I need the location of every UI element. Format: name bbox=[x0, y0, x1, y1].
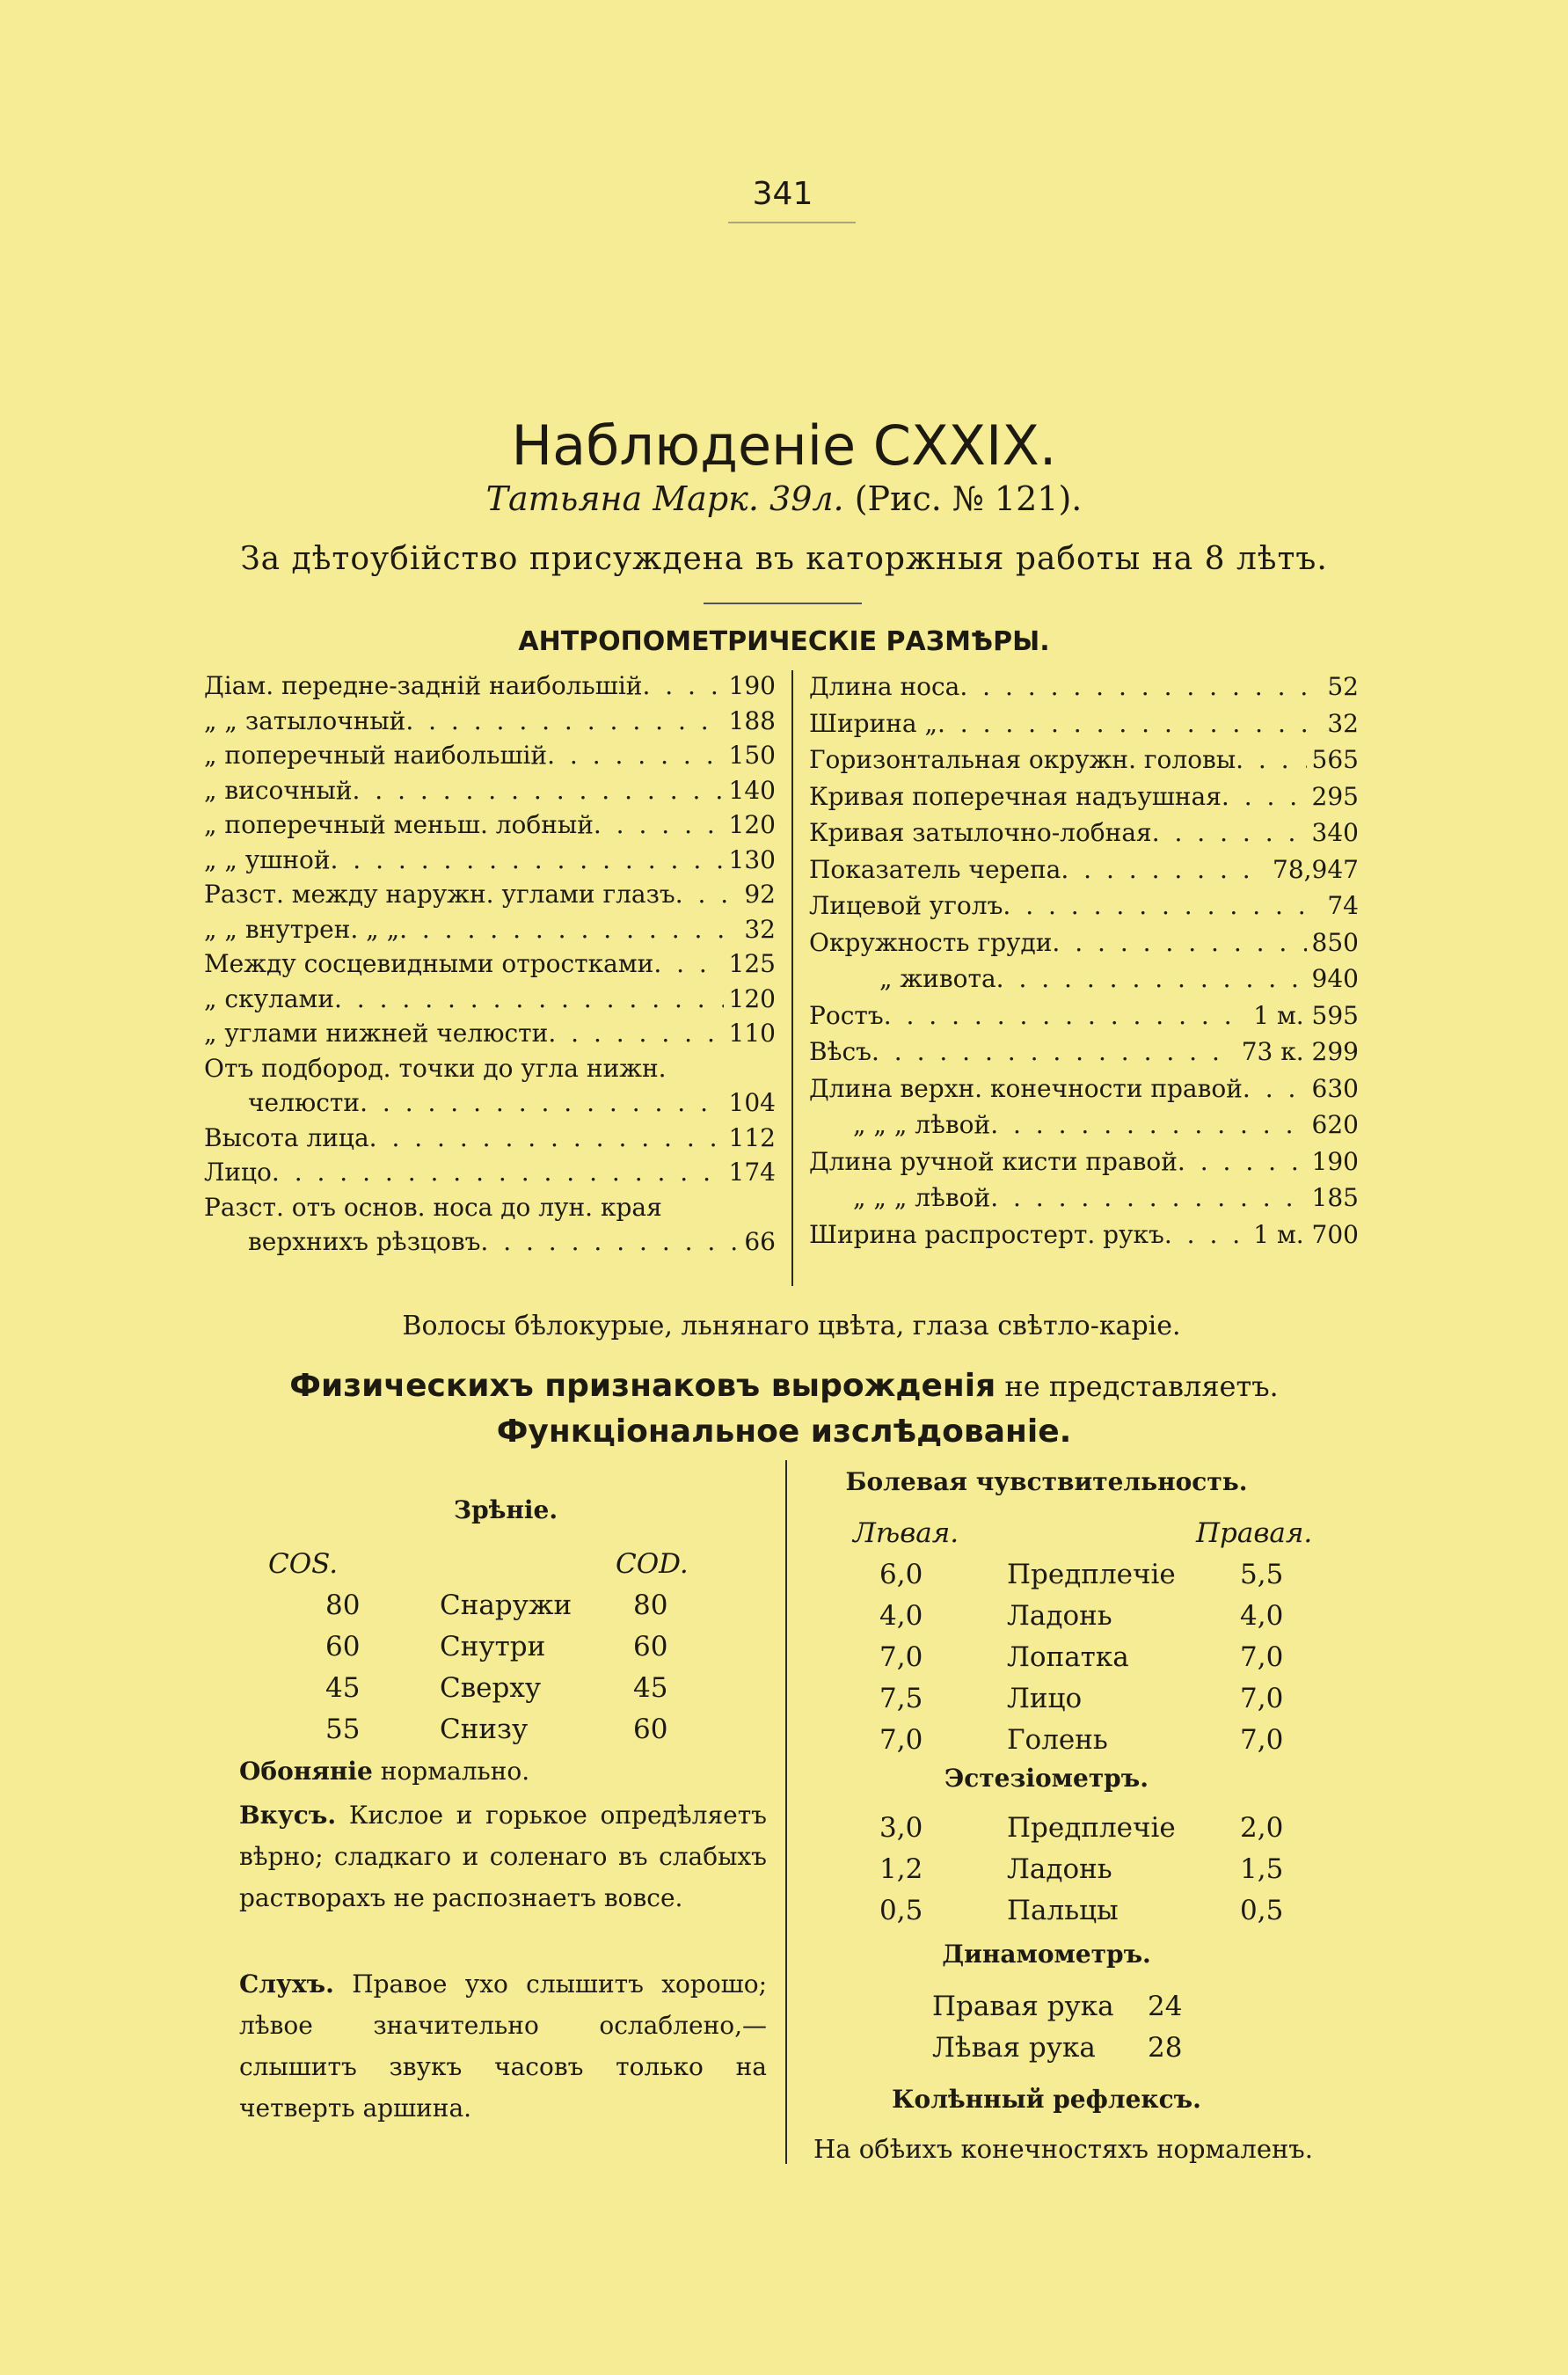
esthesiometer-title: Эстезіометръ. bbox=[944, 1764, 1149, 1793]
left-measures bbox=[204, 669, 776, 1260]
pain-title: Болевая чувствительность. bbox=[845, 1467, 1248, 1496]
measure-row: „ „ „ лѣвой . . . 620 bbox=[809, 1107, 1359, 1144]
esthesiometer-table bbox=[844, 1808, 1319, 1932]
measure-row: „ скулами . . . 120 bbox=[204, 982, 776, 1017]
vision-title: Зрѣніе. bbox=[453, 1495, 558, 1524]
right-side-label: Правая. bbox=[1196, 1517, 1313, 1549]
dynamometer-table bbox=[932, 1986, 1249, 2069]
measure-row: Ширина „ . . . 32 bbox=[809, 705, 1359, 742]
vision-row: 60 Снутри 60 bbox=[325, 1631, 668, 1662]
subject-name: Татьяна Марк. 39л. bbox=[485, 479, 844, 518]
smell-paragraph bbox=[239, 1750, 767, 1792]
measure-row: Ширина распростерт. рукъ . . . 1 м. 700 bbox=[809, 1217, 1359, 1253]
measure-row: Кривая поперечная надъушная . . . 295 bbox=[809, 778, 1359, 815]
hair-eyes-line: Волосы бѣлокурые, льнянаго цвѣта, глаза свѣтло-каріе. bbox=[402, 1311, 1181, 1341]
figure-ref: (Рис. № 121). bbox=[854, 479, 1083, 518]
smell-label: Обоняніе bbox=[239, 1757, 373, 1786]
measure-row: Длина верхн. конечности правой . . . 630 bbox=[809, 1071, 1359, 1107]
degeneration-bold: Физическихъ признаковъ вырожденія bbox=[289, 1368, 996, 1404]
pain-row: 4,0 Ладонь 4,0 bbox=[879, 1600, 1284, 1632]
esthesiometer-row: 0,5 Пальцы 0,5 bbox=[879, 1895, 1284, 1926]
page-number: 341 bbox=[752, 176, 813, 212]
measure-row: „ „ внутрен. „ „ . . . 32 bbox=[204, 912, 776, 947]
cos-label: COS. bbox=[268, 1548, 339, 1580]
taste-text: Кислое и горькое опредѣляетъ вѣрно; сладкаго и соленаго въ слабыхъ растворахъ не распознаетъ вовсе. bbox=[239, 1801, 767, 1912]
measure-row: Отъ подбород. точки до угла нижн. bbox=[204, 1053, 667, 1083]
subject-line bbox=[0, 479, 1568, 518]
esthesiometer-row: 3,0 Предплечіе 2,0 bbox=[879, 1812, 1284, 1844]
hearing-text: Правое ухо слышитъ хорошо; лѣвое значительно ослаблено,— слышитъ звукъ часовъ только на четверть аршина. bbox=[239, 1969, 767, 2123]
pain-table bbox=[844, 1513, 1319, 1761]
observation-title: Наблюденіе CXXIX. bbox=[511, 413, 1057, 478]
measure-row: „ живота . . . 940 bbox=[809, 961, 1359, 998]
measure-row: „ „ затылочный . . . 188 bbox=[204, 704, 776, 739]
dynamometer-row: Правая рука 24 bbox=[932, 1991, 1183, 2022]
sentence-line: За дѣтоубійство присуждена въ каторжныя работы на 8 лѣтъ. bbox=[240, 541, 1328, 577]
taste-label: Вкусъ. bbox=[239, 1801, 337, 1830]
measure-row: Вѣсъ . . . 73 к. 299 bbox=[809, 1034, 1359, 1071]
dynamometer-title: Динамометръ. bbox=[942, 1940, 1151, 1969]
measure-row: „ височный . . . 140 bbox=[204, 773, 776, 808]
measure-row: „ „ ушной . . . 130 bbox=[204, 843, 776, 878]
cod-label: COD. bbox=[616, 1548, 689, 1580]
measure-row: „ „ „ лѣвой . . . 185 bbox=[809, 1180, 1359, 1217]
taste-paragraph bbox=[239, 1794, 767, 1918]
right-measures bbox=[809, 669, 1359, 1253]
measure-row: Діам. передне-задній наибольшій . . . 190 bbox=[204, 669, 776, 704]
pain-header bbox=[844, 1513, 1319, 1554]
vision-row: 55 Снизу 60 bbox=[325, 1714, 668, 1745]
pain-row: 7,0 Голень 7,0 bbox=[879, 1724, 1284, 1756]
functional-divider bbox=[785, 1460, 787, 2164]
measure-row: Ростъ . . . 1 м. 595 bbox=[809, 998, 1359, 1034]
degeneration-line bbox=[0, 1368, 1568, 1404]
knee-reflex-text: На обѣихъ конечностяхъ нормаленъ. bbox=[813, 2134, 1313, 2164]
measure-row: Кривая затылочно-лобная . . . 340 bbox=[809, 815, 1359, 851]
dynamometer-row: Лѣвая рука 28 bbox=[932, 2032, 1183, 2064]
measure-row: Длина носа . . . 52 bbox=[809, 669, 1359, 705]
measure-row: челюсти . . . 104 bbox=[204, 1085, 776, 1121]
anthropometric-heading: АНТРОПОМЕТРИЧЕСКІЕ РАЗМѢРЫ. bbox=[518, 626, 1050, 657]
functional-heading: Функціональное изслѣдованіе. bbox=[496, 1414, 1072, 1450]
hearing-paragraph bbox=[239, 1963, 767, 2129]
measure-row: „ поперечный наибольшій . . . 150 bbox=[204, 738, 776, 773]
vision-row: 80 Снаружи 80 bbox=[325, 1589, 668, 1621]
measure-row: Лицевой уголъ . . . 74 bbox=[809, 888, 1359, 924]
smell-text: нормально. bbox=[380, 1757, 530, 1786]
measure-row: „ углами нижней челюсти . . . 110 bbox=[204, 1016, 776, 1051]
measure-row: Разст. между наружн. углами глазъ . . . 92 bbox=[204, 877, 776, 912]
vision-row: 45 Сверху 45 bbox=[325, 1672, 668, 1704]
pain-row: 6,0 Предплечіе 5,5 bbox=[879, 1559, 1284, 1590]
pain-row: 7,5 Лицо 7,0 bbox=[879, 1683, 1284, 1714]
esthesiometer-row: 1,2 Ладонь 1,5 bbox=[879, 1853, 1284, 1885]
vision-table bbox=[255, 1544, 712, 1750]
pain-row: 7,0 Лопатка 7,0 bbox=[879, 1641, 1284, 1673]
hearing-label: Слухъ. bbox=[239, 1969, 334, 1999]
measure-row: верхнихъ рѣзцовъ . . . 66 bbox=[204, 1224, 776, 1260]
measure-row: Показатель черепа . . . 78,947 bbox=[809, 851, 1359, 888]
measure-row: Между сосцевидными отростками . . . 125 bbox=[204, 946, 776, 982]
section-rule bbox=[704, 603, 862, 604]
left-side-label: Лѣвая. bbox=[853, 1517, 959, 1549]
measure-row: Горизонтальная окружн. головы . . . 565 bbox=[809, 742, 1359, 778]
degeneration-rest: не представляетъ. bbox=[1004, 1370, 1279, 1403]
vision-header bbox=[255, 1544, 712, 1585]
measure-row: Разст. отъ основ. носа до лун. края bbox=[204, 1192, 662, 1222]
measure-row: „ поперечный меньш. лобный . . . 120 bbox=[204, 808, 776, 843]
top-rule bbox=[728, 222, 856, 223]
measure-row: Длина ручной кисти правой . . . 190 bbox=[809, 1144, 1359, 1180]
measure-row: Окружность груди . . . 850 bbox=[809, 924, 1359, 961]
measures-divider bbox=[791, 670, 793, 1286]
measure-row: Лицо . . . 174 bbox=[204, 1155, 776, 1190]
measure-row: Высота лица . . . 112 bbox=[204, 1121, 776, 1156]
knee-reflex-title: Колѣнный рефлексъ. bbox=[892, 2085, 1201, 2114]
